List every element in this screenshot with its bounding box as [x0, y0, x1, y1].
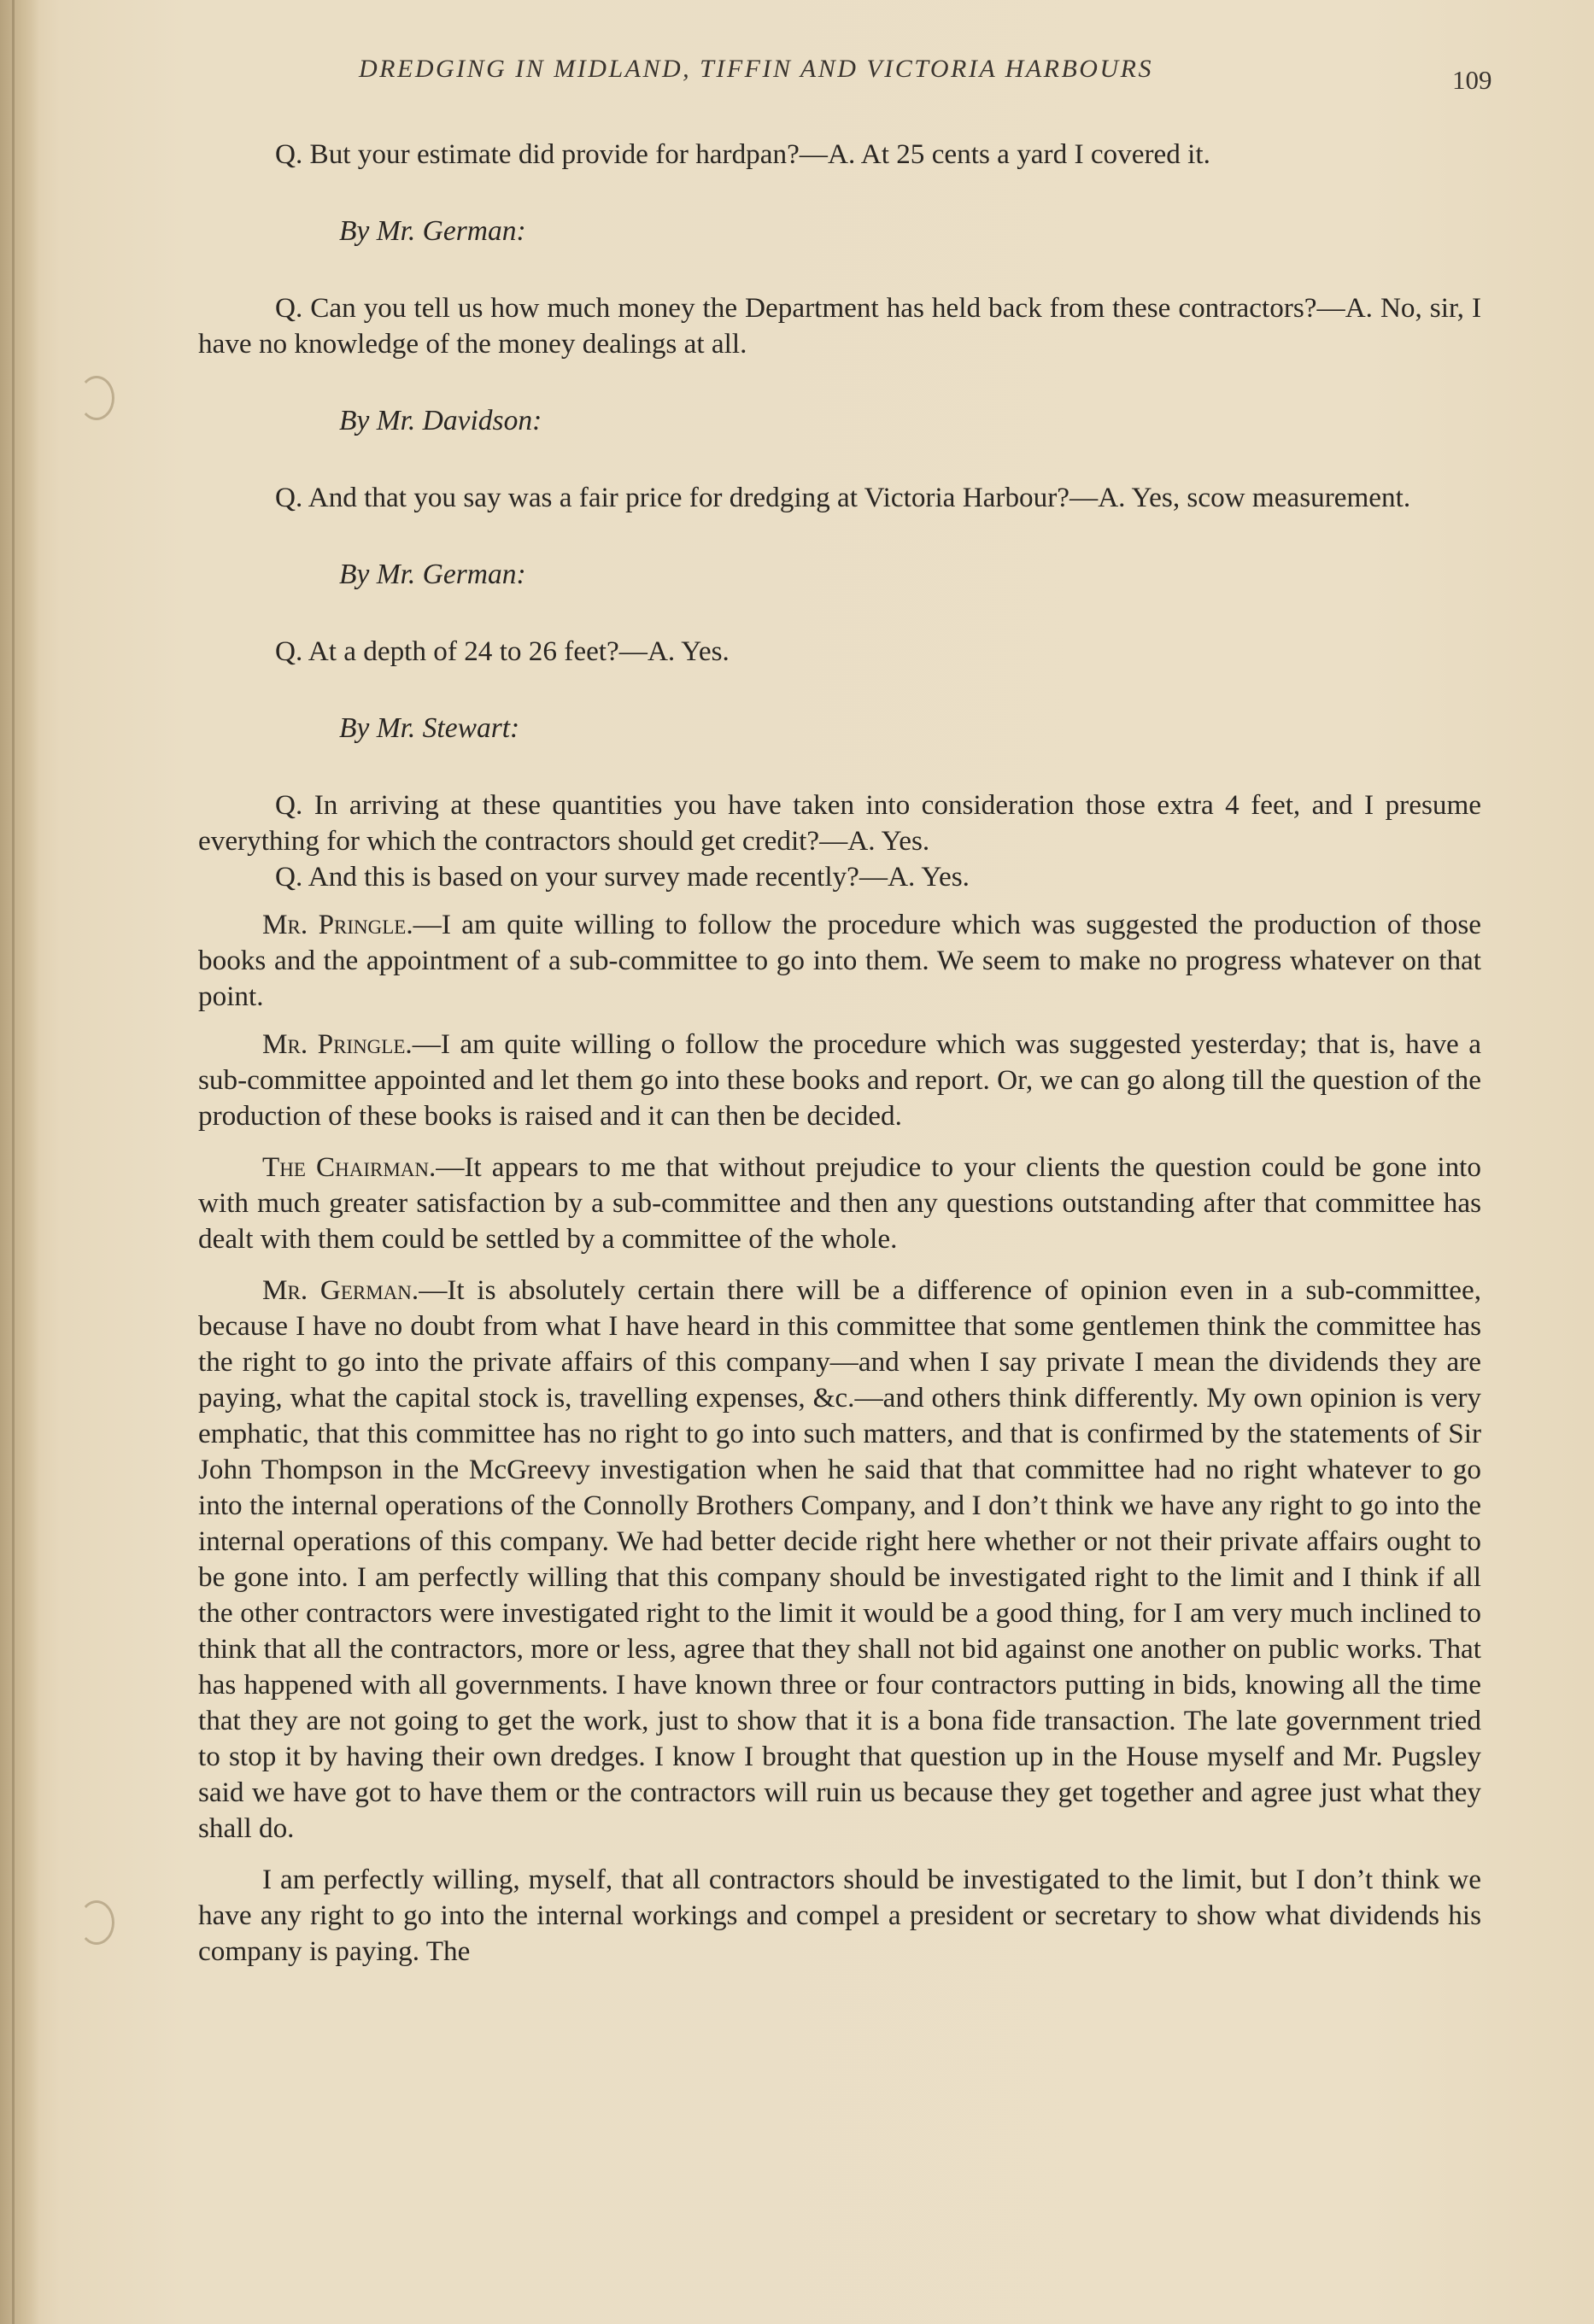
- punch-hole-mark: [79, 1900, 114, 1945]
- examiner-heading: By Mr. Stewart:: [339, 712, 520, 744]
- speech-text: —It is absolutely certain there will be a difference of opinion even in a sub-committee, because I have no doubt from what I have heard in this committee that some gentlemen think the committee has the right to go into the private affairs of this company—and when I say private I mean the dividends they are paying, what the capital stock is, travelling expenses, &c.—and others think differently. My own opinion is very emphatic, that this committee has no right to go into such matters, and that is confirmed by the statements of Sir John Thompson in the McGreevy investigation when he said that that committee had no right whatever to go into the internal operations of the Connolly Brothers Company, and I don’t think we have any right to go into the internal operations of this company. We had better decide right here whether or not their private affairs ought to be gone into. I am perfectly willing that this company should be investigated right to the limit and I think if all the other contractors were investigated right to the limit it would be a good thing, for I am very much inclined to think that all the contractors, more or less, agree that they shall not bid against one another on public works. That has happened with all governments. I have known three or four contractors putting in bids, knowing all the time that they are not going to get the work, just to show that it is a bona fide transaction. The late government tried to stop it by having their own dredges. I know I brought that question up in the House myself and Mr. Pugsley said we have got to have them or the contractors will ruin us because they get together and agree just what they shall do.: [198, 1274, 1481, 1844]
- binding-shadow: [0, 0, 39, 2324]
- running-title: DREDGING IN MIDLAND, TIFFIN AND VICTORIA HARBOURS: [359, 55, 1153, 83]
- testimony-paragraph: Q. Can you tell us how much money the Department has held back from these contractors?—A. No, sir, I have no knowledge of the money dealings at all.: [198, 292, 1481, 360]
- testimony-paragraph: Q. At a depth of 24 to 26 feet?—A. Yes.: [275, 635, 730, 667]
- testimony-paragraph: Q. And this is based on your survey made recently?—A. Yes.: [275, 861, 970, 893]
- speaker-name: Mr. German.: [262, 1274, 419, 1306]
- speaker-name: The Chairman.: [262, 1151, 437, 1183]
- examiner-heading: By Mr. Davidson:: [339, 405, 542, 436]
- punch-hole-mark: [79, 376, 114, 420]
- speaker-name: Mr. Pringle.: [262, 1028, 413, 1060]
- testimony-paragraph: Q. But your estimate did provide for hardpan?—A. At 25 cents a yard I covered it.: [275, 138, 1210, 170]
- speech-paragraph: [198, 1150, 1481, 1257]
- speaker-name: Mr. Pringle.: [262, 909, 413, 940]
- speech-text: —I am quite willing to follow the procedure which was suggested the production of those books and the appointment of a sub-committee to go into them. We seem to make no progress whatever on that point.: [198, 909, 1481, 1012]
- page-number: 109: [1452, 65, 1492, 95]
- speech-paragraph: [198, 1027, 1481, 1134]
- testimony-paragraph: I am perfectly willing, myself, that all contractors should be investigated to the limit, but I don’t think we have any right to go into the internal workings and compel a president or secretary to show what dividends his company is paying. The: [198, 1864, 1481, 1967]
- binding-edge: [12, 0, 15, 2324]
- testimony-paragraph: Q. In arriving at these quantities you have taken into consideration those extra 4 feet, and I presume everything for which the contractors should get credit?—A. Yes.: [198, 789, 1481, 857]
- speech-paragraph: [198, 1273, 1481, 1847]
- page-body: [198, 137, 1481, 1970]
- speech-paragraph: [198, 907, 1481, 1015]
- testimony-paragraph: Q. And that you say was a fair price for dredging at Victoria Harbour?—A. Yes, scow measurement.: [275, 482, 1411, 513]
- examiner-heading: By Mr. German:: [339, 215, 526, 247]
- speech-text: —I am quite willing o follow the procedure which was suggested yesterday; that is, have a sub-committee appointed and let them go into these books and report. Or, we can go along till the question of the production of these books is raised and it can then be decided.: [198, 1028, 1481, 1132]
- speech-text: —It appears to me that without prejudice to your clients the question could be gone into with much greater satisfaction by a sub-committee and then any questions outstanding after that committee has dealt with them could be settled by a committee of the whole.: [198, 1151, 1481, 1255]
- running-header: [359, 50, 1503, 95]
- examiner-heading: By Mr. German:: [339, 559, 526, 590]
